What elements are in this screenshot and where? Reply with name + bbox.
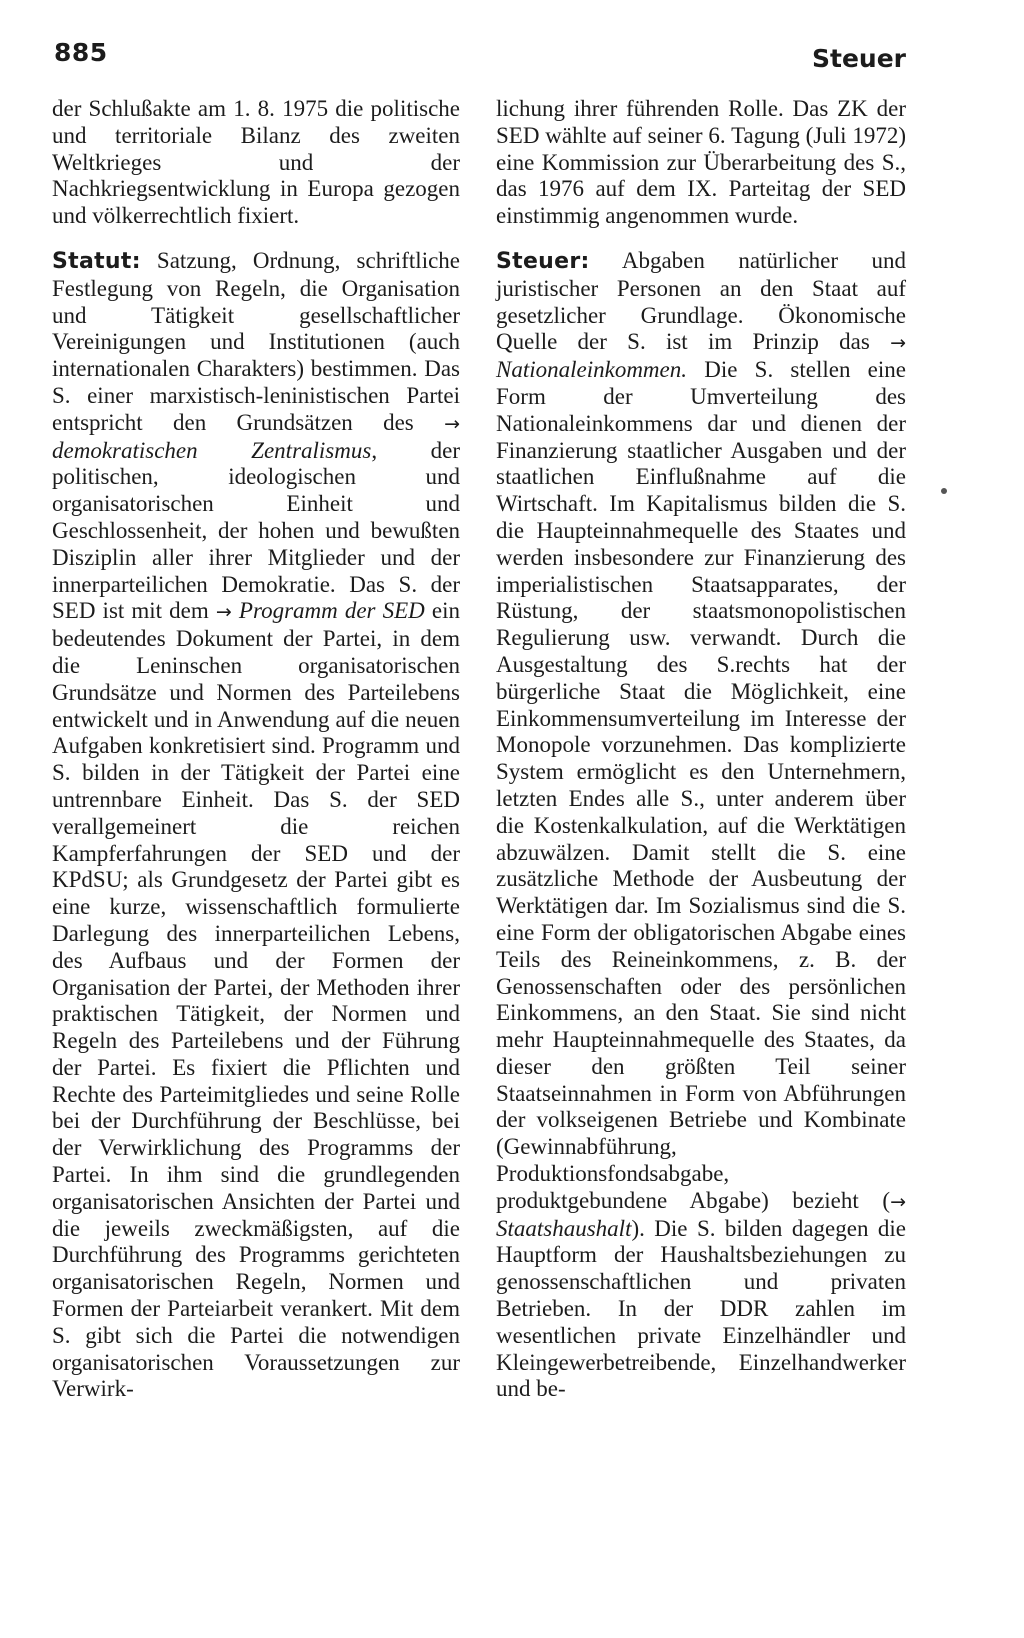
entry-statut xyxy=(52,248,460,1403)
cross-reference[interactable]: Nationaleinkommen. xyxy=(496,357,687,383)
left-column xyxy=(52,96,460,1403)
print-speck-mark xyxy=(941,488,947,494)
continuation-paragraph: lichung ihrer führenden Rolle. Das ZK der SED wählte auf seiner 6. Tagung (Juli 1972) eine Kommission zur Überarbeitung des S., das 1976 auf dem IX. Parteitag der SED einstimmig angenommen wurde. xyxy=(496,96,906,229)
cross-reference[interactable]: demokratischen Zentralismus xyxy=(52,437,372,463)
cross-reference-arrow-icon: → xyxy=(444,412,460,435)
continuation-paragraph: der Schlußakte am 1. 8. 1975 die politische und territoriale Bilanz des zweiten Weltkrieges und der Nachkriegsentwicklung in Europa gezogen und völkerrechtlich fixiert. xyxy=(52,96,460,229)
cross-reference[interactable]: Programm der SED xyxy=(238,598,425,624)
entry-text: Die S. stellen eine Form der Umverteilung des Nationaleinkommens dar und dienen der Finanzierung staatlicher Ausgaben und der staatlichen Einflußnahme auf die Wirtschaft. Im Kapitalismus bilden die S. die Haupteinnahmequelle des Staates und werden insbesondere zur Finanzierung des imperialistischen Staatsapparates, der Rüstung, der staatsmonopolistischen Regulierung usw. verwandt. Durch die Ausgestaltung des S.rechts hat der bürgerliche Staat die Möglichkeit, eine Einkommensumverteilung im Interesse der Monopole vorzunehmen. Das komplizierte System ermöglicht es den Unternehmern, letzten Endes alle S., unter anderem über die Kostenkalkulation, auf die Werktätigen abzuwälzen. Damit stellt die S. eine zusätzliche Methode der Ausbeutung der Werktätigen dar. Im Sozialismus sind die S. eine Form der obligatorischen Abgabe eines Teils des Reineinkommens, z. B. der Genossenschaften oder des persönlichen Einkommens, an den Staat. Sie sind nicht mehr Haupteinnahmequelle des Staates, da dieser den größten Teil seiner Staatseinnahmen in Form von Abführungen der volkseigenen Betriebe und Kombinate (Gewinnabführung, Produktionsfondsabgabe, produktgebundene Abgabe) bezieht ( xyxy=(496,357,906,1213)
cross-reference[interactable]: Staatshaushalt xyxy=(496,1215,632,1241)
running-head: Steuer xyxy=(812,44,906,73)
entry-text: ein bedeutendes Dokument der Partei, in dem die Leninschen organisatorischen Grundsätze und Normen des Parteilebens entwickelt und in Anwendung auf die neuen Aufgaben konkretisiert sind. Programm und S. bilden in der Tätigkeit der Partei eine untrennbare Einheit. Das S. der SED verallgemeinert die reichen Kampferfahrungen der SED und der KPdSU; als Grundgesetz der Partei gibt es eine kurze, wissenschaftlich formulierte Darlegung des innerparteilichen Lebens, des Aufbaus und der Formen der Organisation der Partei, der Methoden ihrer praktischen Tätigkeit, der Normen und Regeln des Parteilebens und der Führung der Partei. Es fixiert die Pflichten und Rechte des Parteimitgliedes und seine Rolle bei der Durchführung der Beschlüsse, bei der Verwirklichung des Programms der Partei. In ihm sind die grundlegenden organisatorischen Ansichten der Partei und die jeweils zweckmäßigsten, auf die Durchführung des Programms gerichteten organisatorischen Regeln, Normen und Formen der Parteiarbeit verankert. Mit dem S. gibt sich die Partei die notwendigen organisatorischen Voraussetzungen zur Verwirk- xyxy=(52,598,460,1402)
cross-reference-arrow-icon: → xyxy=(215,601,232,624)
entry-steuer xyxy=(496,248,906,1403)
cross-reference-arrow-icon: → xyxy=(890,332,906,355)
cross-reference-arrow-icon: → xyxy=(890,1190,906,1213)
entry-text: ). Die S. bilden dagegen die Hauptform der Haushaltsbeziehungen zu genossenschaftlichen und privaten Betrieben. In der DDR zahlen im wesentlichen private Einzelhändler und Kleingewerbetreibende, Einzelhandwerker und be- xyxy=(496,1215,906,1402)
entry-term: Statut: xyxy=(52,248,141,274)
entry-text: Abgaben natürlicher und juristischer Personen an den Staat auf gesetzlicher Grundlage. Ökonomische Quelle der S. ist im Prinzip das xyxy=(496,247,906,355)
entry-text: , der politischen, ideologischen und organisatorischen Einheit und Geschlossenheit, der hohen und bewußten Disziplin aller ihrer Mitglieder und der innerparteilichen Demokratie. Das S. der SED ist mit dem xyxy=(52,437,460,624)
entry-text: Satzung, Ordnung, schriftliche Festlegung von Regeln, die Organisation und Tätigkeit gesellschaftlicher Vereinigungen und Institutionen (auch internationalen Charakters) bestimmen. Das S. einer marxistisch-leninistischen Partei entspricht den Grundsätzen des xyxy=(52,247,460,435)
entry-term: Steuer: xyxy=(496,248,590,274)
page-number: 885 xyxy=(54,38,108,67)
right-column xyxy=(496,96,906,1403)
